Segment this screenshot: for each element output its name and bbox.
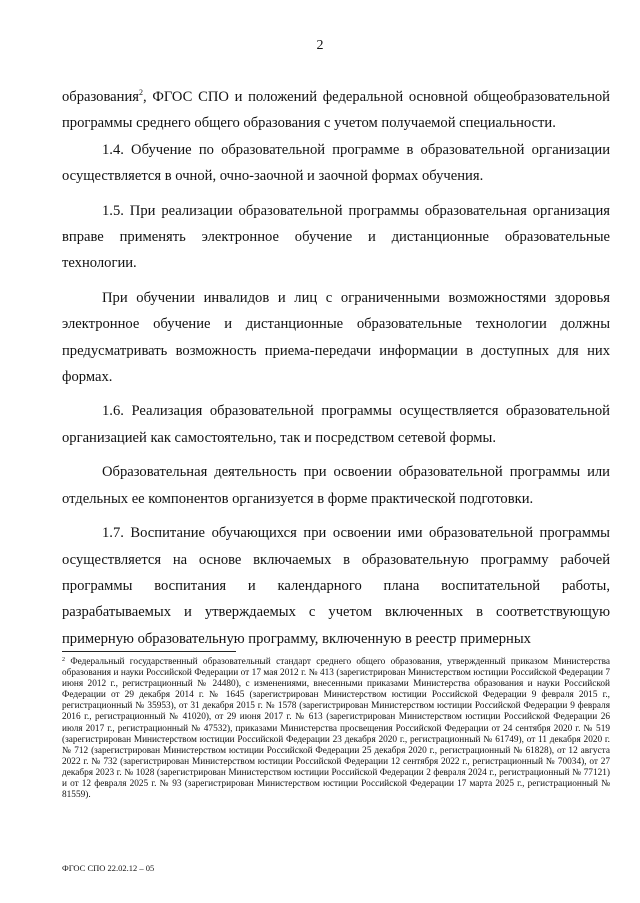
- paragraph-1-5: 1.5. При реализации образовательной программы образовательная организация вправе применять электронное обучение и дистанционные образовательные технологии.: [62, 202, 610, 272]
- paragraph-continuation: [62, 84, 610, 137]
- paragraph-text: образования: [62, 89, 139, 105]
- footnote-separator: [62, 651, 236, 652]
- paragraph-1-4: 1.4. Обучение по образовательной программе в образовательной организации осуществляется в очной, очно-заочной и заочной формах обучения.: [62, 141, 610, 185]
- paragraph-1-7: 1.7. Воспитание обучающихся при освоении ими образовательной программы осуществляется на основе включаемых в образовательную программу рабочей программы воспитания и календарного плана воспитательной работы, разрабатываемых и утверждаемых с учетом включенных в соответствующую примерную образовательную программу, включенную в реестр примерных: [62, 525, 610, 647]
- document-code: ФГОС СПО 22.02.12 – 05: [62, 863, 155, 873]
- paragraph-1-6: 1.6. Реализация образовательной программы осуществляется образовательной организацией как самостоятельно, так и посредством сетевой формы.: [62, 403, 610, 446]
- document-body: [62, 84, 610, 652]
- paragraph-text: , ФГОС СПО и положений федеральной основной общеобразовательной программы среднего общего образования с учетом получаемой специальности.: [62, 89, 610, 132]
- paragraph-disabled-learners: При обучении инвалидов и лиц с ограниченными возможностями здоровья электронное обучение и дистанционные образовательные технологии должны предусматривать возможность приема-передачи информации в доступных для них формах.: [62, 289, 610, 386]
- footnote-text: Федеральный государственный образовательный стандарт среднего общего образования, утвержденный приказом Министерства образования и науки Российской Федерации от 17 мая 2012 г. № 413 (зарегистрирован Министерством юстиции Российской Федерации 7 июня 2012 г., регистрационный № 24480), с изменениями, внесенными приказами Министерства образования и науки Российской Федерации от 29 декабря 2014 г. № 1645 (зарегистрирован Министерством юстиции Российской Федерации 9 февраля 2015 г., регистрационный № 35953), от 31 декабря 2015 г. № 1578 (зарегистрирован Министерством юстиции Российской Федерации 9 февраля 2016 г., регистрационный № 41020), от 29 июня 2017 г. № 613 (зарегистрирован Министерством юстиции Российской Федерации 26 июля 2017 г., регистрационный № 47532), приказами Министерства просвещения Российской Федерации от 24 сентября 2020 г. № 519 (зарегистрирован Министерством юстиции Российской Федерации 23 декабря 2020 г., регистрационный № 61749), от 11 декабря 2020 г. № 712 (зарегистрирован Министерством юстиции Российской Федерации 25 декабря 2020 г., регистрационный № 61828), от 12 августа 2022 г. № 732 (зарегистрирован Министерством юстиции Российской Федерации 12 сентября 2022 г., регистрационный № 70034), от 27 декабря 2023 г. № 1028 (зарегистрирован Министерством юстиции Российской Федерации 2 февраля 2024 г., регистрационный № 77121) и от 12 февраля 2025 г. № 93 (зарегистрирован Министерством юстиции Российской Федерации 17 марта 2025 г., регистрационный № 81559).: [62, 657, 610, 801]
- page-number: 2: [316, 38, 324, 53]
- footnote-reference: 2: [138, 88, 143, 97]
- paragraph-practical-training: Образовательная деятельность при освоении образовательной программы или отдельных ее компонентов организуется в форме практической подготовки.: [62, 464, 610, 507]
- footnote: [62, 657, 610, 801]
- footnote-marker: 2: [62, 657, 65, 663]
